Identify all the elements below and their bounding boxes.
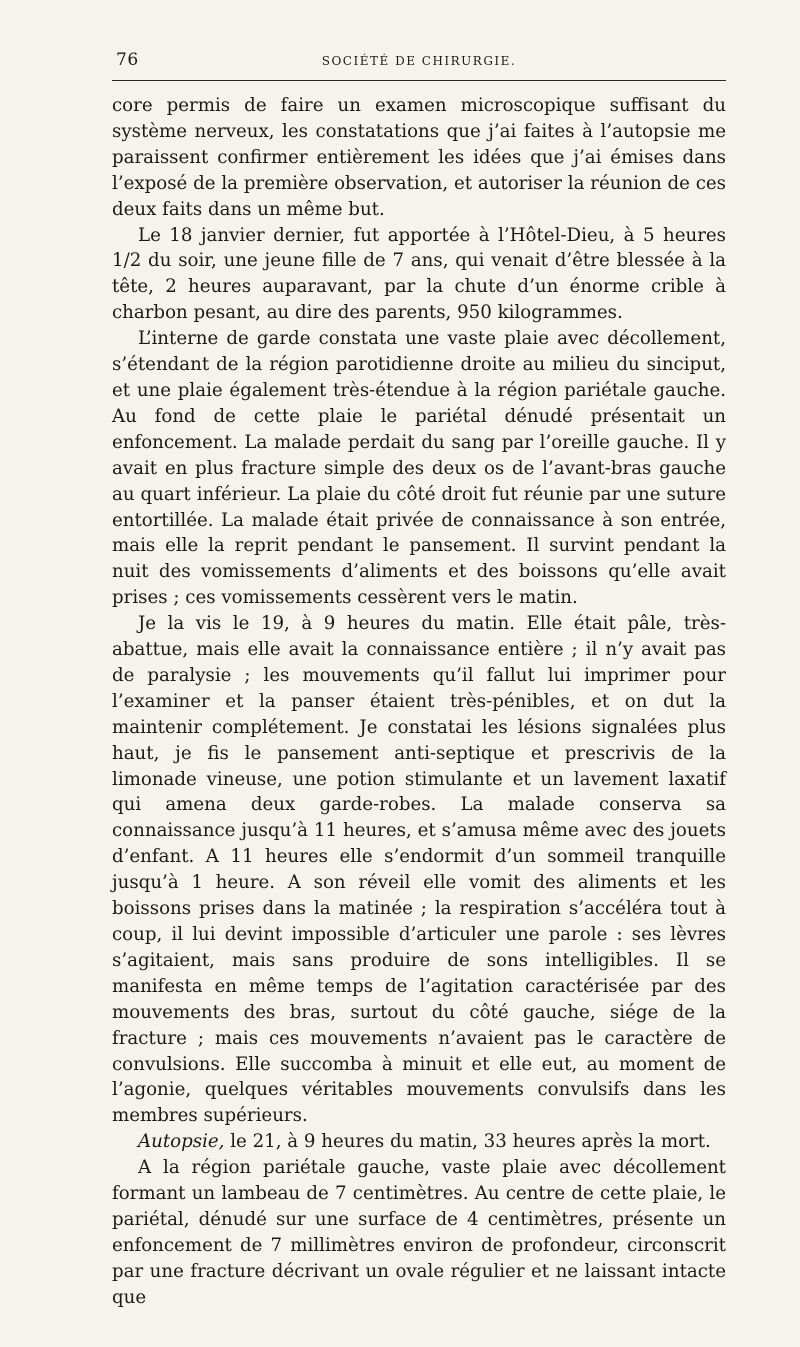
- header-rule: [112, 80, 726, 81]
- running-head: SOCIÉTÉ DE CHIRURGIE.: [321, 54, 517, 68]
- paragraph-admission: Le 18 janvier dernier, fut apportée à l’Hôtel-Dieu, à 5 heures 1/2 du soir, une jeune fille de 7 ans, qui venait d’être blessée à la tête, 2 heures auparavant, par la chute d’un énorme crible à charbon pesant, au dire des parents, 950 kilogrammes.: [112, 224, 726, 324]
- paragraph-intern-findings: L’interne de garde constata une vaste plaie avec décollement, s’étendant de la région parotidienne droite au milieu du sinciput, et une plaie également très-étendue à la région pariétale gauche. Au fond de cette plaie le pariétal dénudé présentait un enfoncement. La malade perdait du sang par l’oreille gauche. Il y avait en plus fracture simple des deux os de l’avant-bras gauche au quart inférieur. La plaie du côté droit fut réunie par une suture entortillée. La malade était privée de connaissance à son entrée, mais elle la reprit pendant le pansement. Il survint pendant la nuit des vomissements d’aliments et des boissons qu’elle avait prises ; ces vomissements cessèrent vers le matin.: [112, 328, 726, 609]
- paragraph-continuation: core permis de faire un examen microscopique suffisant du système nerveux, les constatations que j’ai faites à l’autopsie me paraissent confirmer entièrement les idées que j’ai émises dans l’exposé de la première observation, et autoriser la réunion de ces deux faits dans un même but.: [112, 95, 726, 220]
- autopsy-label: Autopsie,: [138, 1131, 225, 1153]
- paragraph-clinical-course: Je la vis le 19, à 9 heures du matin. Elle était pâle, très-abattue, mais elle avait la connaissance entière ; il n’y avait pas de paralysie ; les mouvements qu’il fallut lui imprimer pour l’examiner et la panser étaient très-pénibles, et on dut la maintenir complétement. Je constatai les lésions signalées plus haut, je fis le pansement anti-septique et prescrivis de la limonade vineuse, une potion stimulante et un lavement laxatif qui amena deux garde-robes. La malade conserva sa connaissance jusqu’à 11 heures, et s’amusa même avec des jouets d’enfant. A 11 heures elle s’endormit d’un sommeil tranquille jusqu’à 1 heure. A son réveil elle vomit des aliments et les boissons prises dans la matinée ; la respiration s’accéléra tout à coup, il lui devint impossible d’articuler une parole : ses lèvres s’agitaient, mais sans produire de sons intelligibles. Il se manifesta en même temps de l’agitation caractérisée par des mouvements des bras, surtout du côté gauche, siége de la fracture ; mais ces mouvements n’avaient pas le caractère de convulsions. Elle succomba à minuit et elle eut, au moment de l’agonie, quelques véritables mouvements convulsifs dans les membres supérieurs.: [112, 613, 726, 1127]
- paragraph-autopsy-heading: [112, 1129, 726, 1155]
- book-page: [112, 44, 726, 1311]
- page-header: [112, 44, 726, 70]
- body-text: [112, 93, 726, 1311]
- page-number: 76: [116, 50, 139, 70]
- paragraph-autopsy-findings: A la région pariétale gauche, vaste plaie avec décollement formant un lambeau de 7 centimètres. Au centre de cette plaie, le pariétal, dénudé sur une surface de 4 centimètres, présente un enfoncement de 7 millimètres environ de profondeur, circonscrit par une fracture décrivant un ovale régulier et ne laissant intacte que: [112, 1157, 726, 1308]
- autopsy-date: le 21, à 9 heures du matin, 33 heures après la mort.: [224, 1131, 711, 1153]
